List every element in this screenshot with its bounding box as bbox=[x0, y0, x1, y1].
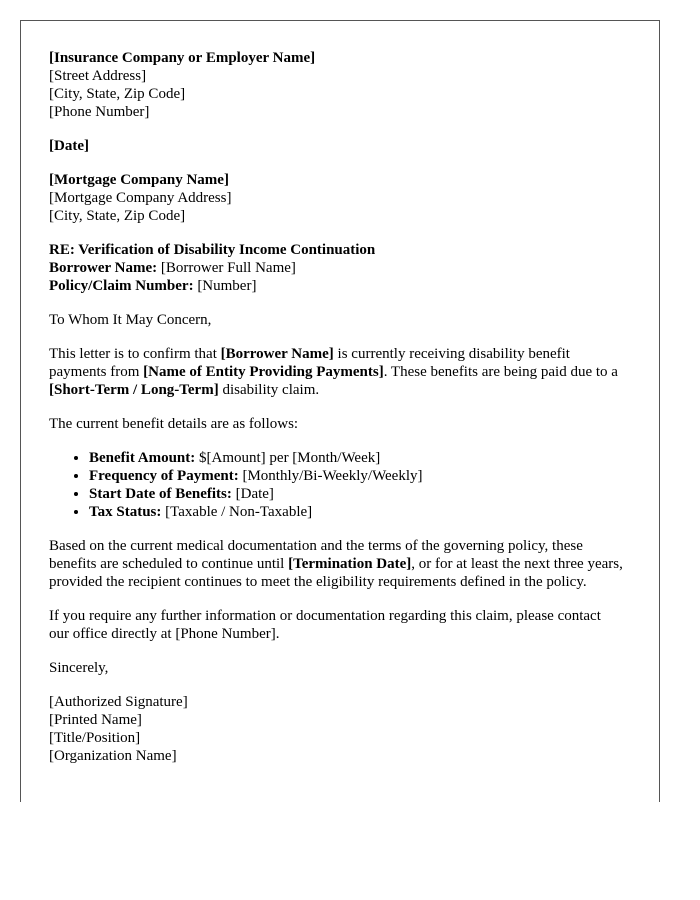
re-block bbox=[49, 241, 624, 295]
organization-name: [Organization Name] bbox=[49, 748, 177, 764]
para1-claim-type: [Short-Term / Long-Term] bbox=[49, 382, 219, 398]
paragraph-confirmation bbox=[49, 345, 624, 399]
tax-status-value: [Taxable / Non-Taxable] bbox=[161, 504, 313, 520]
start-date-value: [Date] bbox=[231, 486, 274, 502]
para1-text-2: is currently receiving disability benefit payments from bbox=[49, 346, 570, 380]
recipient-block bbox=[49, 171, 624, 225]
list-item bbox=[89, 467, 624, 485]
para1-borrower-name: [Borrower Name] bbox=[220, 346, 334, 362]
sender-street: [Street Address] bbox=[49, 68, 147, 84]
benefit-amount-value: $[Amount] per [Month/Week] bbox=[195, 450, 381, 466]
salutation: To Whom It May Concern, bbox=[49, 312, 212, 328]
policy-label: Policy/Claim Number: bbox=[49, 278, 194, 294]
printed-name: [Printed Name] bbox=[49, 712, 142, 728]
tax-status-label: Tax Status: bbox=[89, 504, 162, 520]
start-date-label: Start Date of Benefits: bbox=[89, 486, 232, 502]
para1-text-4: disability claim. bbox=[218, 382, 320, 398]
closing: Sincerely, bbox=[49, 660, 109, 676]
policy-value: [Number] bbox=[193, 278, 257, 294]
para1-text-3: . These benefits are being paid due to a bbox=[383, 364, 618, 380]
sender-city: [City, State, Zip Code] bbox=[49, 86, 186, 102]
details-intro: The current benefit details are as follows: bbox=[49, 416, 299, 432]
paragraph-contact: If you require any further information or documentation regarding this claim, please contact our office directly at [Phone Number]. bbox=[49, 608, 601, 642]
benefit-details-list bbox=[49, 449, 624, 521]
title-position: [Title/Position] bbox=[49, 730, 141, 746]
authorized-signature: [Authorized Signature] bbox=[49, 694, 188, 710]
policy-line bbox=[49, 277, 624, 295]
para2-termination-date: [Termination Date] bbox=[288, 556, 412, 572]
borrower-label: Borrower Name: bbox=[49, 260, 158, 276]
para1-text-1: This letter is to confirm that bbox=[49, 346, 221, 362]
payment-frequency-label: Frequency of Payment: bbox=[89, 468, 239, 484]
letter-page bbox=[20, 20, 660, 802]
sender-block bbox=[49, 49, 624, 121]
payment-frequency-value: [Monthly/Bi-Weekly/Weekly] bbox=[238, 468, 423, 484]
sender-phone: [Phone Number] bbox=[49, 104, 150, 120]
paragraph-continuation bbox=[49, 537, 624, 591]
recipient-city: [City, State, Zip Code] bbox=[49, 208, 186, 224]
signature-block bbox=[49, 693, 624, 765]
letter-content bbox=[49, 49, 624, 781]
re-subject: RE: Verification of Disability Income Continuation bbox=[49, 242, 376, 258]
list-item bbox=[89, 485, 624, 503]
para1-entity-name: [Name of Entity Providing Payments] bbox=[143, 364, 384, 380]
list-item bbox=[89, 503, 624, 521]
sender-name: [Insurance Company or Employer Name] bbox=[49, 50, 316, 66]
recipient-name: [Mortgage Company Name] bbox=[49, 172, 229, 188]
benefit-amount-label: Benefit Amount: bbox=[89, 450, 196, 466]
letter-date: [Date] bbox=[49, 138, 89, 154]
borrower-value: [Borrower Full Name] bbox=[157, 260, 296, 276]
list-item bbox=[89, 449, 624, 467]
date-block bbox=[49, 137, 624, 155]
borrower-line bbox=[49, 259, 624, 277]
recipient-address: [Mortgage Company Address] bbox=[49, 190, 232, 206]
para2-text-2: , or for at least the next three years, provided the recipient continues to meet the eligibility requirements defined in the policy. bbox=[49, 556, 623, 590]
para2-text-1: Based on the current medical documentation and the terms of the governing policy, these benefits are scheduled to continue until bbox=[49, 538, 583, 572]
